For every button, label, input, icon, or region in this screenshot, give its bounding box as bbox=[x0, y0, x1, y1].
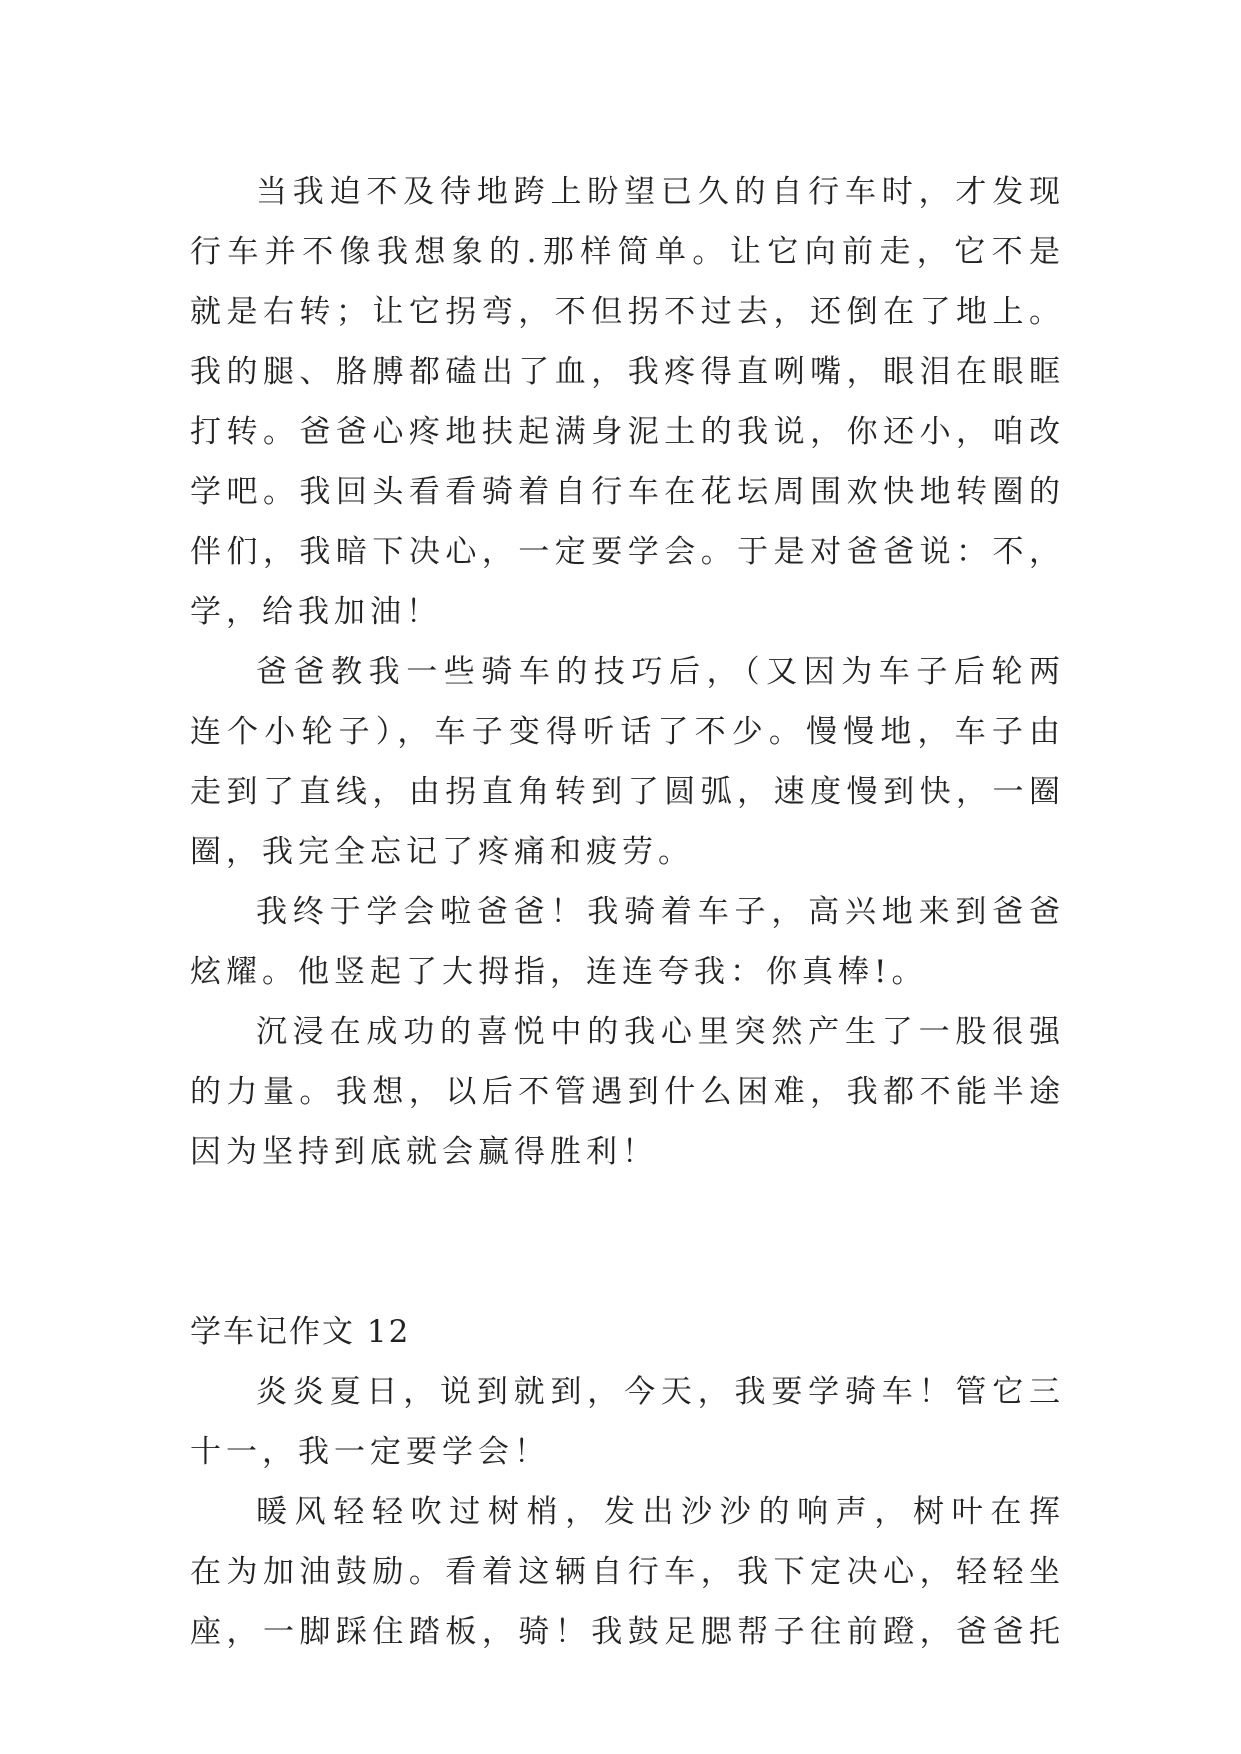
paragraph bbox=[190, 1482, 1065, 1662]
text-line: 圈，我完全忘记了疼痛和疲劳。 bbox=[190, 834, 694, 870]
text-line: 当我迫不及待地跨上盼望已久的自行车时，才发现 bbox=[256, 174, 1065, 210]
text-line: 沉浸在成功的喜悦中的我心里突然产生了一股很强 bbox=[256, 1014, 1065, 1050]
section-spacer bbox=[190, 1182, 1065, 1302]
paragraph bbox=[190, 642, 1065, 882]
text-line: 十一，我一定要学会！ bbox=[190, 1434, 550, 1470]
document-body bbox=[190, 162, 1065, 1662]
text-line: 行车并不像我想象的.那样简单。让它向前走，它不是 bbox=[190, 234, 1065, 270]
text-line: 因为坚持到底就会赢得胜利！ bbox=[190, 1134, 658, 1170]
paragraph bbox=[190, 1362, 1065, 1482]
text-line: 我的腿、胳膊都磕出了血，我疼得直咧嘴，眼泪在眼眶 bbox=[190, 354, 1065, 390]
paragraph bbox=[190, 162, 1065, 642]
paragraph bbox=[190, 882, 1065, 1002]
text-line: 爸爸教我一些骑车的技巧后，（又因为车子后轮两 bbox=[256, 654, 1065, 690]
text-line: 连个小轮子），车子变得听话了不少。慢慢地，车子由 bbox=[190, 714, 1065, 750]
text-line: 学吧。我回头看看骑着自行车在花坛周围欢快地转圈的 bbox=[190, 474, 1065, 510]
text-line: 在为加油鼓励。看着这辆自行车，我下定决心，轻轻坐 bbox=[190, 1554, 1065, 1590]
text-line: 伴们，我暗下决心，一定要学会。于是对爸爸说：不， bbox=[190, 534, 1065, 570]
text-line: 走到了直线，由拐直角转到了圆弧，速度慢到快，一圈 bbox=[190, 774, 1065, 810]
text-line: 就是右转；让它拐弯，不但拐不过去，还倒在了地上。 bbox=[190, 294, 1065, 330]
text-line: 炎炎夏日，说到就到，今天，我要学骑车！管它三 bbox=[256, 1374, 1065, 1410]
section-title: 学车记作文 12 bbox=[190, 1314, 411, 1350]
text-line: 打转。爸爸心疼地扶起满身泥土的我说，你还小，咱改 bbox=[190, 414, 1065, 450]
text-line: 的力量。我想，以后不管遇到什么困难，我都不能半途 bbox=[190, 1074, 1065, 1110]
text-line: 我终于学会啦爸爸！我骑着车子，高兴地来到爸爸 bbox=[256, 894, 1065, 930]
text-line: 暖风轻轻吹过树梢，发出沙沙的响声，树叶在挥 bbox=[256, 1494, 1065, 1530]
text-line: 学，给我加油！ bbox=[190, 594, 442, 630]
paragraph bbox=[190, 1002, 1065, 1182]
text-line: 炫耀。他竖起了大拇指，连连夸我：你真棒!。 bbox=[190, 954, 928, 990]
text-line: 座，一脚踩住踏板，骑！我鼓足腮帮子往前蹬，爸爸托 bbox=[190, 1614, 1065, 1650]
